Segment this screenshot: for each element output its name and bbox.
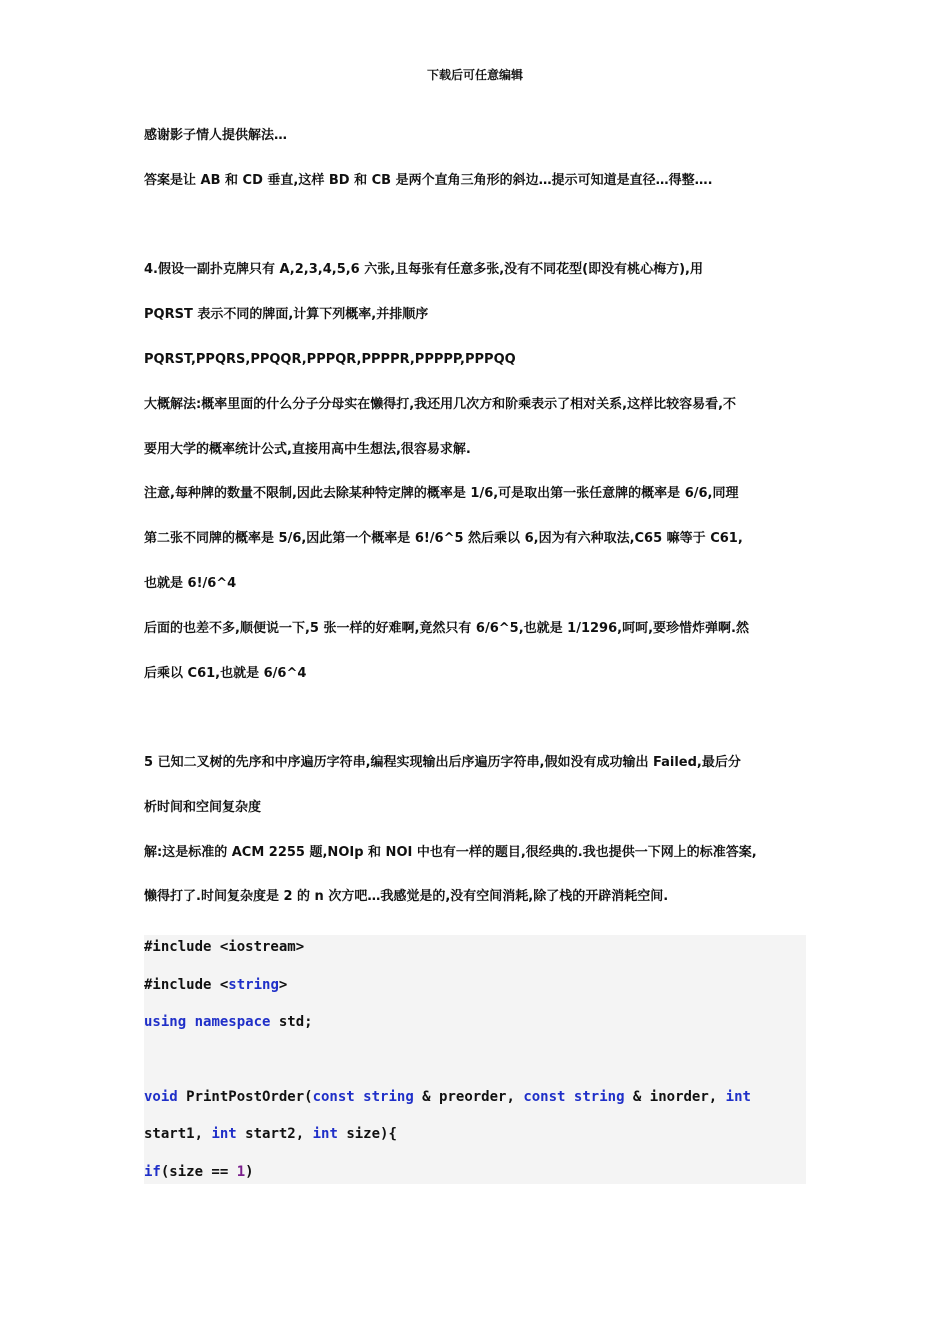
code-keyword: using [144,1014,187,1030]
page-header-title: 下载后可任意编辑 [426,68,523,82]
solution-4-line-2: 要用大学的概率统计公式,直接用高中生想法,很容易求解. [144,442,471,457]
paragraph-thanks: 感谢影子情人提供解法… [144,128,288,143]
code-token [355,1089,363,1105]
code-line-function-params [144,1125,397,1143]
code-keyword: string [363,1089,414,1105]
code-token: std; [270,1014,313,1030]
solution-4-line-1: 大概解法:概率里面的什么分子分母实在懒得打,我还用几次方和阶乘表示了相对关系,这样比较容易看,不 [144,397,737,412]
code-token [565,1089,573,1105]
code-keyword: const [523,1089,566,1105]
code-keyword: const [312,1089,355,1105]
code-keyword: if [144,1164,161,1180]
code-line-function-signature [144,1088,751,1106]
code-token: start1, [144,1126,212,1142]
code-block [144,935,806,1184]
code-keyword: void [144,1089,178,1105]
solution-4-line-5: 也就是 6!/6^4 [144,576,237,591]
code-token [186,1014,194,1030]
code-token: (size == [160,1164,237,1180]
code-token: & preorder, [413,1089,524,1105]
solution-5-line-2: 懒得打了.时间复杂度是 2 的 n 次方吧…我感觉是的,没有空间消耗,除了栈的开辟消耗空间. [144,889,669,904]
solution-4-line-4: 第二张不同牌的概率是 5/6,因此第一个概率是 6!/6^5 然后乘以 6,因为有六种取法,C65 嘛等于 C61, [144,531,743,546]
paragraph-answer: 答案是让 AB 和 CD 垂直,这样 BD 和 CB 是两个直角三角形的斜边…提示可知道是直径…得整…. [144,173,713,188]
solution-4-line-7: 后乘以 C61,也就是 6/6^4 [144,666,307,681]
solution-4-line-3: 注意,每种牌的数量不限制,因此去除某种特定牌的概率是 1/6,可是取出第一张任意牌的概率是 6/6,同理 [144,486,739,501]
question-4-line-1: 4.假设一副扑克牌只有 A,2,3,4,5,6 六张,且每张有任意多张,没有不同花型(即没有桃心梅方),用 [144,262,703,277]
code-keyword: string [228,977,279,993]
code-token: PrintPostOrder( [177,1089,313,1105]
question-4-patterns: PQRST,PPQRS,PPQQR,PPPQR,PPPPR,PPPPP,PPPQQ [144,352,516,367]
code-token: & inorder, [624,1089,726,1105]
code-token: > [278,977,288,993]
solution-4-line-6: 后面的也差不多,顺便说一下,5 张一样的好难啊,竟然只有 6/6^5,也就是 1/1296,呵呵,要珍惜炸弹啊.然 [144,621,749,636]
code-keyword: int [725,1089,751,1105]
question-5-line-2: 析时间和空间复杂度 [144,800,262,815]
code-token: #include <iostream> [144,939,305,955]
code-number: 1 [236,1164,246,1180]
code-token: ) [245,1164,254,1180]
code-line-include-string [144,976,287,994]
solution-5-line-1: 解:这是标准的 ACM 2255 题,NOIp 和 NOI 中也有一样的题目,很经典的.我也提供一下网上的标准答案, [144,845,757,860]
code-line-using-namespace [144,1013,313,1031]
code-line-if-size [144,1163,254,1181]
code-token: #include < [144,977,229,993]
code-token: start2, [236,1126,313,1142]
code-token: size){ [337,1126,397,1142]
question-4-line-2: PQRST 表示不同的牌面,计算下列概率,并排顺序 [144,307,429,322]
code-keyword: namespace [194,1014,271,1030]
question-5-line-1: 5 已知二叉树的先序和中序遍历字符串,编程实现输出后序遍历字符串,假如没有成功输出 Failed,最后分 [144,755,741,770]
code-keyword: string [573,1089,625,1105]
code-line-include-iostream [144,938,304,956]
code-keyword: int [211,1126,237,1142]
code-keyword: int [312,1126,338,1142]
